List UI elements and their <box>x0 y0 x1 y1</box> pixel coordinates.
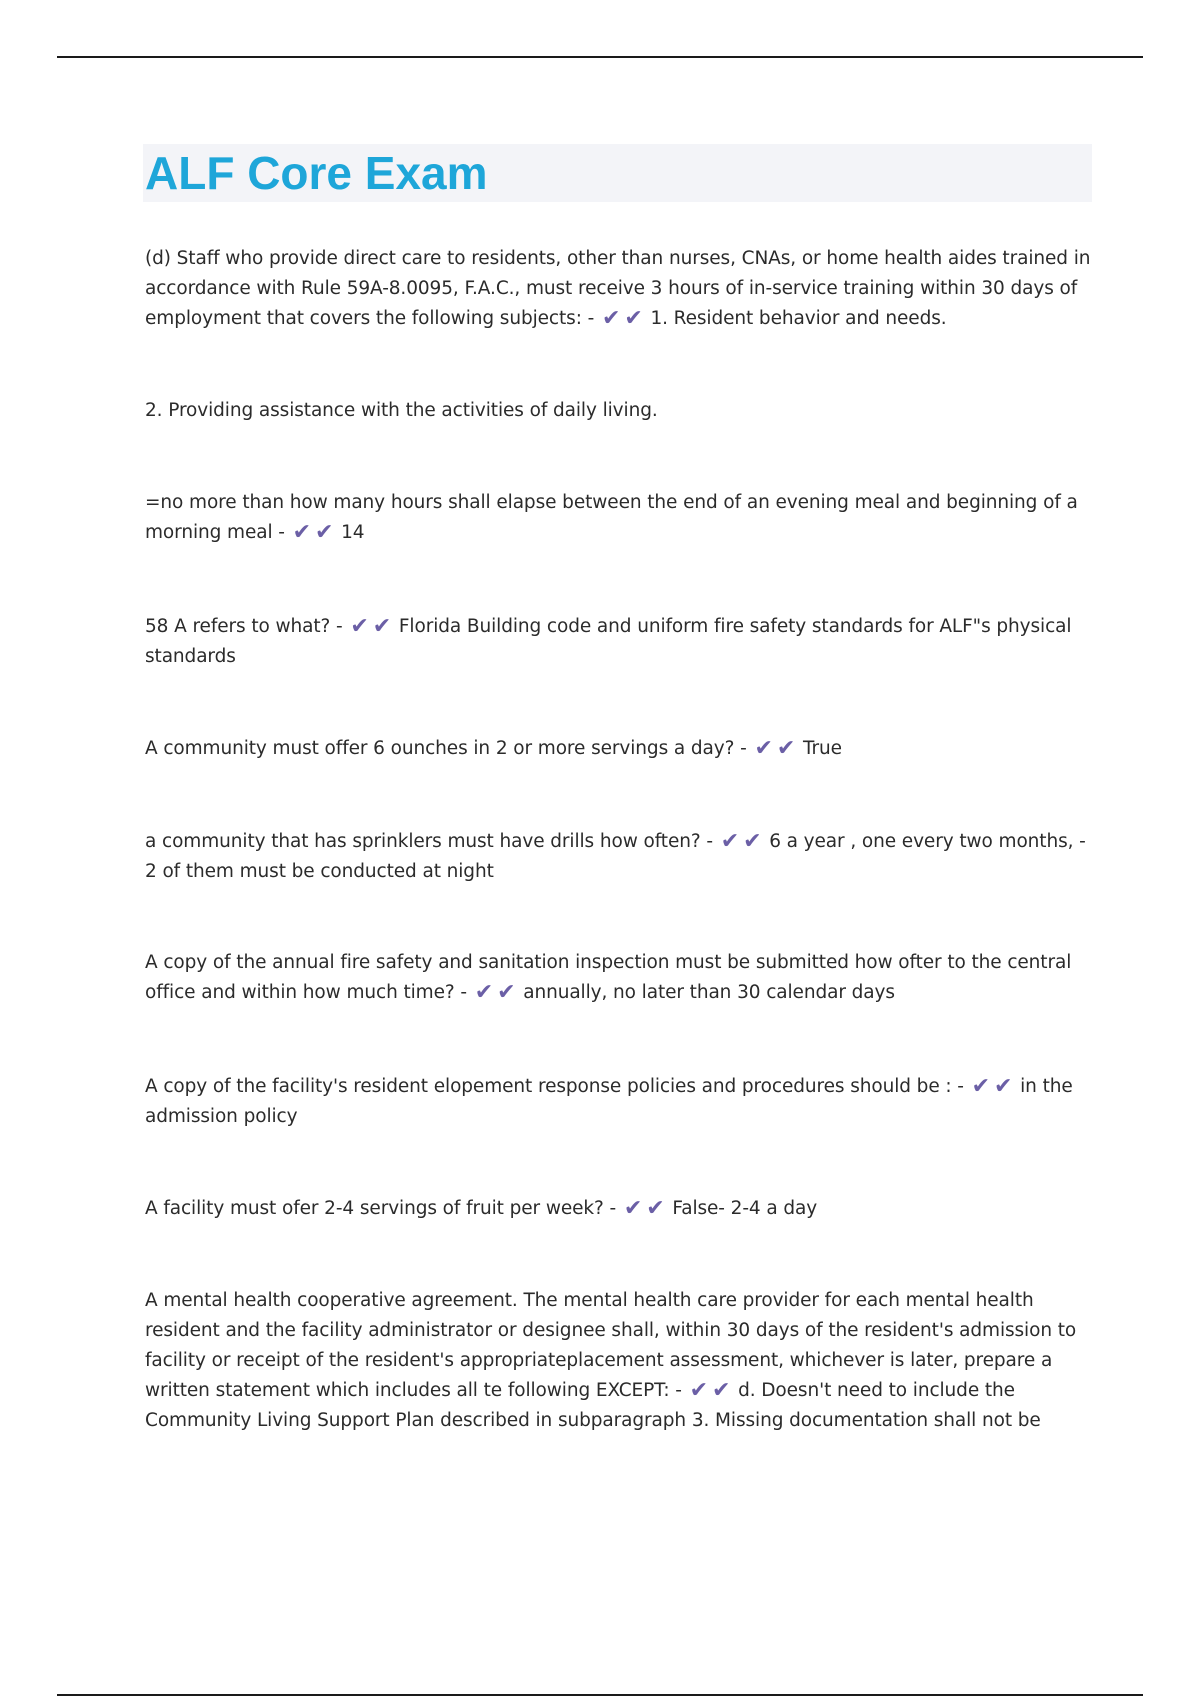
question-text: 58 A refers to what? - <box>145 616 343 637</box>
qa-item <box>145 612 1095 672</box>
answer-text: 2. Providing assistance with the activities of daily living. <box>145 400 658 421</box>
check-icon: ✔ <box>624 306 643 331</box>
check-icon: ✔ <box>776 736 796 761</box>
check-icon: ✔ <box>720 829 740 854</box>
check-icon: ✔ <box>623 1196 643 1221</box>
check-icon: ✔ <box>711 1378 731 1403</box>
check-icon: ✔ <box>743 829 762 854</box>
answer-text: 1. Resident behavior and needs. <box>650 308 947 329</box>
check-icon: ✔ <box>754 736 773 761</box>
question-text: =no more than how many hours shall elapse between the end of an evening meal and beginning of a morning meal - <box>145 492 1078 543</box>
qa-item <box>145 1194 817 1224</box>
qa-item <box>145 1286 1095 1436</box>
check-icon: ✔ <box>474 980 494 1005</box>
check-icon: ✔ <box>646 1196 665 1221</box>
qa-item <box>145 734 842 764</box>
check-icon: ✔ <box>372 614 392 639</box>
check-icon: ✔ <box>497 980 516 1005</box>
answer-text: False- 2-4 a day <box>672 1198 818 1219</box>
top-divider <box>57 56 1143 58</box>
question-text: A copy of the annual fire safety and sanitation inspection must be submitted how ofter to the central office and within how much time? - <box>145 952 1072 1003</box>
check-icon: ✔ <box>601 306 621 331</box>
check-icon: ✔ <box>971 1074 990 1099</box>
qa-item <box>145 827 1095 887</box>
qa-item <box>145 396 658 426</box>
answer-text: in the admission policy <box>145 1076 1073 1127</box>
answer-text: 14 <box>341 522 365 543</box>
question-text: A mental health cooperative agreement. The mental health care provider for each mental health resident and the facility administrator or designee shall, within 30 days of the resident's admission to facility or receipt of the resident's appropriateplacement assessment, whichever is later, prepare a written statement which includes all te following EXCEPT: - <box>145 1290 1077 1401</box>
answer-text: annually, no later than 30 calendar days <box>523 982 895 1003</box>
answer-text: Florida Building code and uniform fire safety standards for ALF"s physical standards <box>145 616 1072 667</box>
question-text: a community that has sprinklers must have drills how often? - <box>145 831 713 852</box>
check-icon: ✔ <box>689 1378 708 1403</box>
question-text: (d) Staff who provide direct care to residents, other than nurses, CNAs, or home health aides trained in accordance with Rule 59A-8.0095, F.A.C., must receive 3 hours of in-service training within 30 days of employment that covers the following subjects: - <box>145 248 1091 329</box>
check-icon: ✔ <box>994 1074 1013 1099</box>
check-icon: ✔ <box>292 520 311 545</box>
answer-text: 6 a year , one every two months, - 2 of them must be conducted at night <box>145 831 1086 882</box>
question-text: A facility must ofer 2-4 servings of fruit per week? - <box>145 1198 617 1219</box>
bottom-divider <box>57 1694 1143 1696</box>
check-icon: ✔ <box>350 614 369 639</box>
qa-item <box>145 488 1095 548</box>
question-text: A community must offer 6 ounches in 2 or more servings a day? - <box>145 738 747 759</box>
check-icon: ✔ <box>315 520 334 545</box>
qa-item <box>145 948 1095 1008</box>
qa-item <box>145 1072 1095 1132</box>
answer-text: d. Doesn't need to include the Community Living Support Plan described in subparagraph 3. Missing documentation shall not be <box>145 1380 1041 1431</box>
qa-item <box>145 244 1095 334</box>
answer-text: True <box>802 738 842 759</box>
document-title: ALF Core Exam <box>145 147 488 199</box>
question-text: A copy of the facility's resident elopement response policies and procedures should be : - <box>145 1076 964 1097</box>
